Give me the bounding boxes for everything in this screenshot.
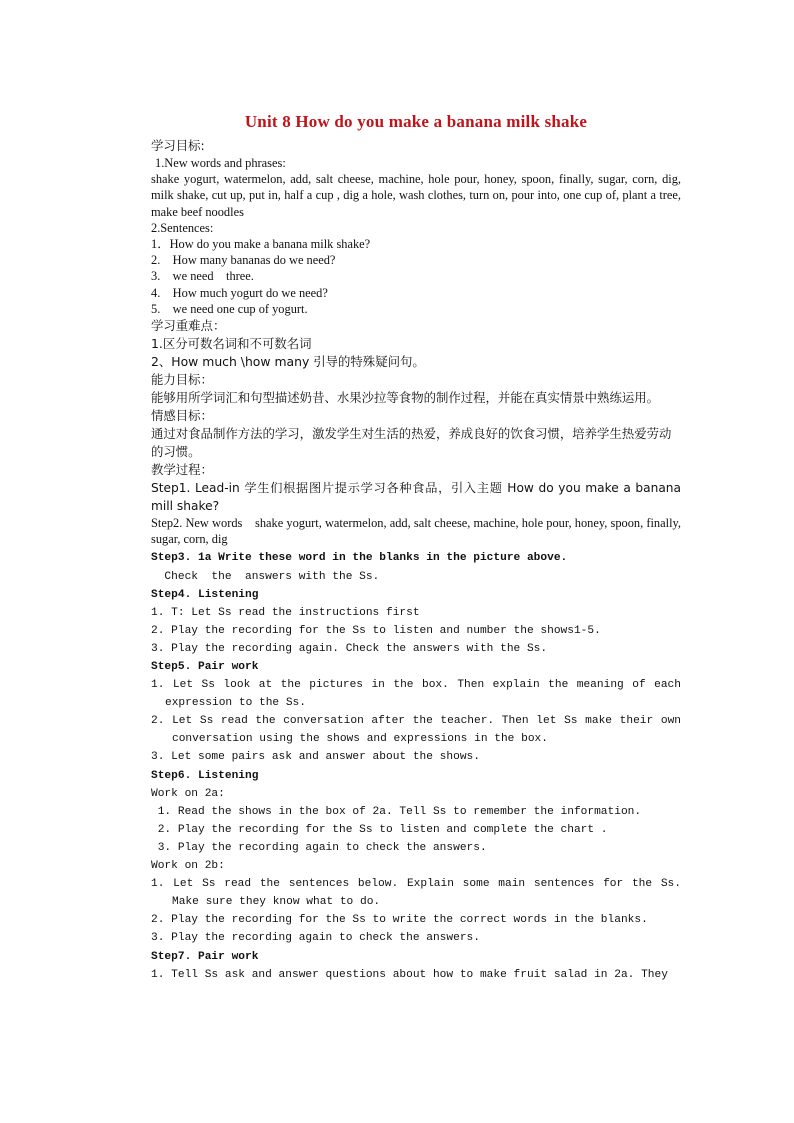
sentence-item: 2. How many bananas do we need?: [151, 253, 336, 268]
work2b-item: 2. Play the recording for the Ss to write the correct words in the blanks.: [151, 914, 648, 927]
work2b-item: 3. Play the recording again to check the answers.: [151, 932, 480, 945]
step5-item: 2. Let Ss read the conversation after the teacher. Then let Ss make their own conversation using the shows and expressions in the box.: [151, 715, 681, 746]
step3-line: Check the answers with the Ss.: [151, 570, 380, 583]
goals-heading: 学习目标:: [151, 138, 205, 153]
sentence-item: 5. we need one cup of yogurt.: [151, 301, 308, 316]
step7-title: Step7. Pair work: [151, 950, 259, 963]
sentence-item: 1．How do you make a banana milk shake?: [151, 237, 371, 252]
emotion-text: 通过对食品制作方法的学习，激发学生对生活的热爱，养成良好的饮食习惯，培养学生热爱劳动的习惯。: [151, 426, 672, 460]
step4-title: Step4. Listening: [151, 588, 259, 601]
step1-text: Step1. Lead-in 学生们根据图片提示学习各种食品，引入主题 How do you make a banana mill shake?: [151, 481, 681, 514]
keypoint-item: 2、How much \how many 引导的特殊疑问句。: [151, 354, 425, 370]
work2a-item: 3. Play the recording again to check the answers.: [151, 841, 487, 854]
sentence-item: 3. we need three.: [151, 269, 254, 284]
sentences-heading: 2.Sentences:: [151, 220, 214, 235]
emotion-heading: 情感目标：: [151, 408, 213, 424]
step4-item: 1. T: Let Ss read the instructions first: [151, 606, 420, 619]
work2b-label: Work on 2b:: [151, 860, 225, 873]
step7-item: 1. Tell Ss ask and answer questions about how to make fruit salad in 2a. They: [151, 968, 668, 981]
step2-text: Step2. New words shake yogurt, watermelon, add, salt cheese, machine, hole pour, honey, spoon, finally, sugar, corn, dig: [151, 516, 688, 547]
step5-item: 3. Let some pairs ask and answer about the shows.: [151, 751, 480, 764]
document-page: [151, 112, 688, 984]
ability-heading: 能力目标：: [151, 372, 213, 388]
keypoints-heading: 学习重难点：: [151, 318, 226, 334]
work2a-item: 1. Read the shows in the box of 2a. Tell Ss to remember the information.: [151, 805, 642, 818]
step3-title: Step3. 1a Write these word in the blanks in the picture above.: [151, 552, 568, 565]
step4-item: 2. Play the recording for the Ss to listen and number the shows1-5.: [151, 624, 601, 637]
step6-title: Step6. Listening: [151, 769, 259, 782]
work2a-item: 2. Play the recording for the Ss to listen and complete the chart .: [151, 823, 608, 836]
process-heading: 教学过程：: [151, 462, 213, 478]
keypoint-item: 1.区分可数名词和不可数名词: [151, 336, 312, 352]
words-heading: 1.New words and phrases:: [155, 156, 286, 170]
step4-item: 3. Play the recording again. Check the answers with the Ss.: [151, 642, 548, 655]
work2b-item: 1. Let Ss read the sentences below. Explain some main sentences for the Ss. Make sure they know what to do.: [151, 878, 681, 909]
ability-text: 能够用所学词汇和句型描述奶昔、水果沙拉等食物的制作过程，并能在真实情景中熟练运用。: [151, 390, 660, 406]
step5-title: Step5. Pair work: [151, 661, 259, 673]
step5-item: 1. Let Ss look at the pictures in the box. Then explain the meaning of each expression to the Ss.: [151, 679, 681, 710]
work2a-label: Work on 2a:: [151, 787, 225, 800]
words-list: shake yogurt, watermelon, add, salt cheese, machine, hole pour, honey, spoon, finally, sugar, corn, dig, milk shake, cut up, put in, half a cup , dig a hole, wash clothes, turn on, pour into, one cup of, plant a tree, make beef noodles: [151, 172, 681, 219]
page-title: Unit 8 How do you make a banana milk shake: [244, 112, 588, 131]
sentence-item: 4. How much yogurt do we need?: [151, 285, 328, 300]
